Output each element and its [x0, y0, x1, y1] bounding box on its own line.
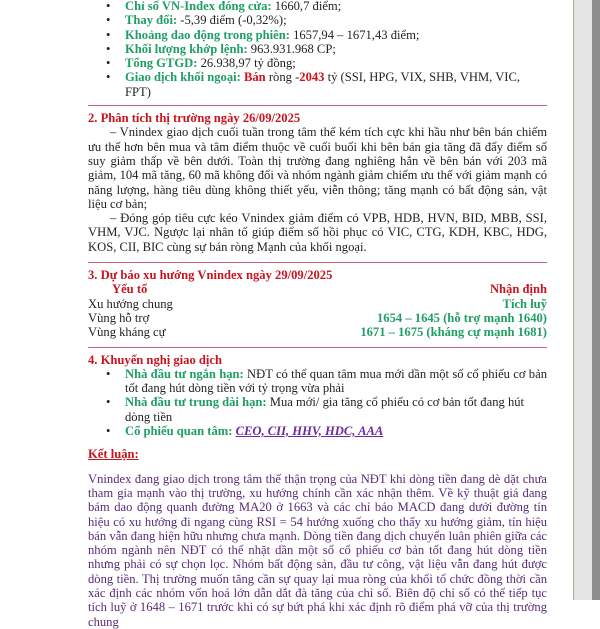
- item-label: Giao dịch khối ngoại:: [125, 70, 241, 85]
- forecast-table-header: [88, 282, 547, 296]
- list-item: [88, 42, 547, 56]
- item-value: 26.938,97 tỷ đồng;: [197, 56, 296, 71]
- list-item: [88, 395, 547, 424]
- document-content: [88, 0, 547, 629]
- item-value: Mua mới/ gia tăng cổ phiếu có cơ bản tốt đang hút dòng tiền: [125, 395, 525, 424]
- foreign-text: ròng -: [265, 70, 300, 85]
- table-row: [88, 297, 547, 311]
- item-value: NĐT có thể quan tâm mua mới dần một số cổ phiếu cơ bản tốt đang hút dòng tiền với tỷ trọng vừa phải: [125, 366, 547, 396]
- assessment-cell: 1671 – 1675 (kháng cự mạnh 1681): [360, 325, 547, 340]
- section-2-title: 2. Phân tích thị trường ngày 26/09/2025: [88, 111, 301, 126]
- item-label: Nhà đầu tư ngắn hạn:: [125, 366, 244, 381]
- divider: [88, 105, 547, 106]
- item-value: 963.931.968 CP;: [247, 41, 336, 56]
- item-label: Cổ phiếu quan tâm:: [125, 424, 233, 439]
- foreign-amount: 2043: [299, 70, 325, 85]
- section-3-title: 3. Dự báo xu hướng Vnindex ngày 29/09/2025: [88, 268, 333, 283]
- item-label: Tổng GTGD:: [125, 56, 198, 71]
- conclusion-paragraph: Vnindex đang giao dịch trong tâm thế thận trọng của NĐT khi dòng tiền đang dè dặt chưa tham gia mạnh vào thị trường, xu hướng chính cần xác nhận thêm. Về kỹ thuật giá đang bám dao động quanh đường MA20 ở 1663 và các chỉ báo MACD đang dưới đường tín hiệu có xu hướng đi ngang cùng RSI = 54 hướng xuống cho thấy xu hướng giảm, tín hiệu bán vẫn đang hiện hữu nhưng chưa mạnh. Dòng tiền đang dịch chuyển luân phiên giữa các nhóm ngành nên NĐT có thể nhặt dần một số cổ phiếu cơ bản tốt đang hút dòng tiền nhưng phải có sự chọn lọc. Nhóm bất động sản, đầu tư công, vật liệu vẫn đang hút được dòng tiền. Thị trường muốn tăng cần sự quay lại mua ròng của khối tổ chức đồng thời cần xác định các nhóm vốn hoá lớn dẫn dắt đà tăng của chỉ số. Biên độ chỉ số có thể tiếp tục tích luỹ ở 1648 – 1671 trước khi có sự bứt phá khi xác định rõ điểm phá vỡ của thị trường chung: [88, 471, 547, 629]
- item-label: Chỉ số VN-Index đóng cửa:: [125, 0, 272, 13]
- item-label: Thay đổi:: [125, 13, 178, 28]
- factor-cell: Vùng kháng cự: [88, 325, 166, 340]
- factor-header: Yếu tố: [112, 282, 148, 297]
- assessment-cell: Tích luỹ: [502, 296, 547, 311]
- table-row: [88, 325, 547, 339]
- analysis-paragraph-1: – Vnindex giao dịch cuối tuần trong tâm thế kém tích cực khi hầu như bên bán chiếm ưu thế hơn bên mua và tâm điểm thuộc về cuối buổi khi bên bán gia tăng đã đẩy điểm số suy giảm thấp về bên dưới. Toàn thị trường đang nghiêng hẳn về bên bán với 203 mã giảm, 104 mã tăng, 60 mã không đổi và nhóm ngành giảm chiếm ưu thế với giảm mạnh có năng lượng, hàng tiêu dùng không thiết yếu, viễn thông; tăng mạnh có bất động sản, vật liệu cơ bản;: [88, 125, 547, 211]
- sell-label: Bán: [240, 70, 266, 85]
- factor-cell: Vùng hỗ trợ: [88, 310, 150, 325]
- list-item: [88, 28, 547, 42]
- item-value: -5,39 điểm (-0,32%);: [177, 13, 287, 28]
- item-value: 1657,94 – 1671,43 điểm;: [289, 27, 420, 42]
- watch-list-link[interactable]: CEO, CII, HHV, HDC, AAA: [235, 424, 384, 439]
- divider: [88, 347, 547, 348]
- list-item-foreign: [88, 70, 547, 99]
- list-item: [88, 424, 547, 438]
- section-4-title: 4. Khuyến nghị giao dịch: [88, 352, 223, 367]
- table-row: [88, 311, 547, 325]
- item-label: Khối lượng khớp lệnh:: [125, 41, 248, 56]
- recommendation-list: [88, 367, 547, 438]
- assessment-header: Nhận định: [489, 282, 547, 297]
- list-item: [88, 13, 547, 27]
- item-label: Nhà đầu tư trung dài hạn:: [125, 395, 267, 410]
- conclusion-title: Kết luận:: [88, 447, 139, 462]
- list-item: [88, 56, 547, 70]
- factor-cell: Xu hướng chung: [88, 296, 173, 311]
- item-label: Khoảng dao động trong phiên:: [125, 27, 290, 42]
- list-item: [88, 0, 547, 13]
- divider: [88, 262, 547, 263]
- window-gutter: [574, 0, 592, 600]
- assessment-cell: 1654 – 1645 (hỗ trợ mạnh 1640): [377, 310, 547, 325]
- list-item: [88, 367, 547, 396]
- market-summary-list: [88, 0, 547, 99]
- item-value: 1660,7 điểm;: [271, 0, 342, 13]
- scrollbar[interactable]: [592, 0, 600, 600]
- analysis-paragraph-2: – Đóng góp tiêu cực kéo Vnindex giảm điểm có VPB, HDB, HVN, BID, MBB, SSI, VHM, VJC. Ngược lại nhân tố giúp điểm số hồi phục có VIC, CTG, KDH, KBC, HDG, KOS, CII, BIC cùng sự bán ròng Mạnh của khối ngoại.: [88, 211, 547, 254]
- foreign-text-2: tỷ (SSI, HPG, VIX, SHB, VHM, VIC, FPT): [125, 70, 521, 99]
